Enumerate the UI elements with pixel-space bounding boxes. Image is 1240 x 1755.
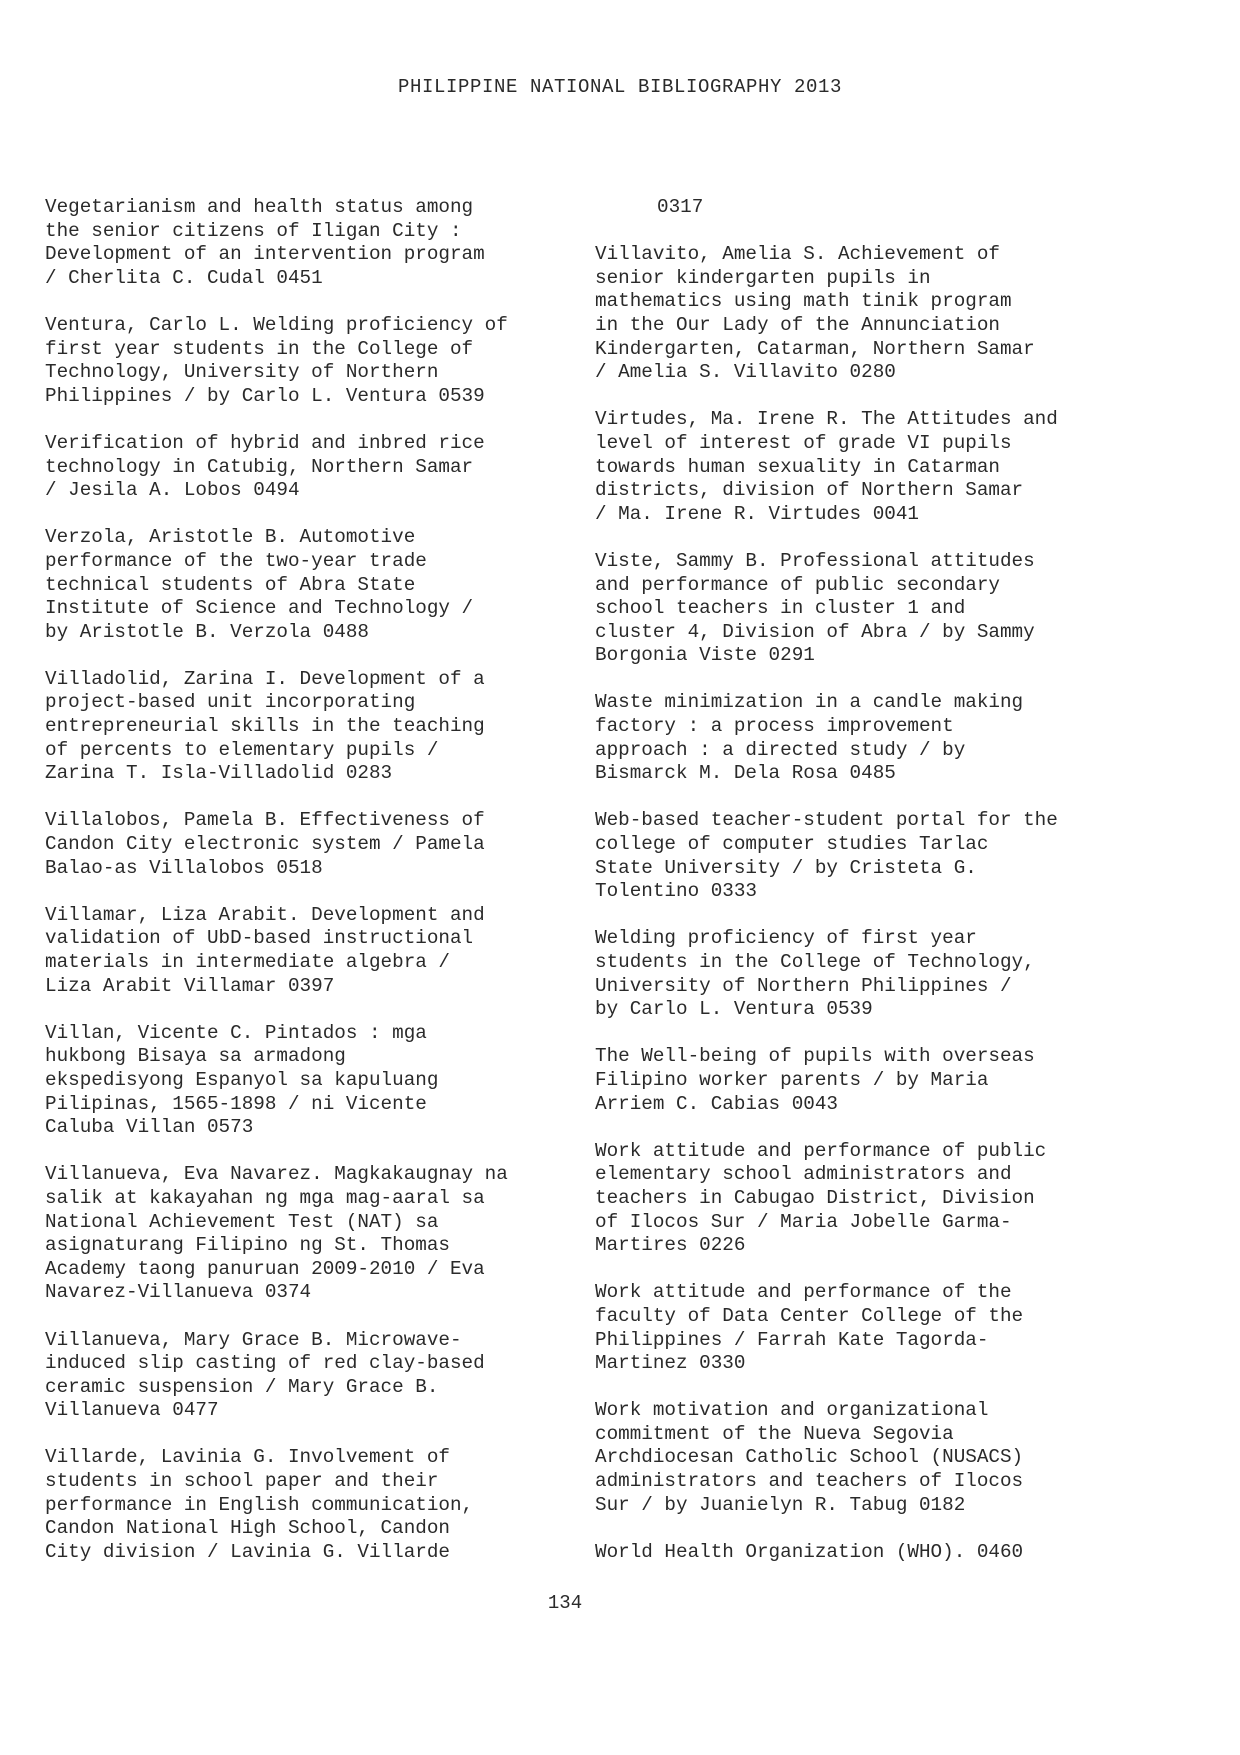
bibliography-entry (45, 809, 565, 880)
entry-line: Web-based teacher-student portal for the (595, 809, 1058, 832)
page-header: PHILIPPINE NATIONAL BIBLIOGRAPHY 2013 (397, 76, 843, 98)
entry-line: Archdiocesan Catholic School (NUSACS) (595, 1446, 1024, 1469)
bibliography-entry (595, 1045, 1115, 1116)
bibliography-entry (595, 927, 1115, 1021)
entry-line: commitment of the Nueva Segovia (595, 1422, 954, 1445)
entry-line: the senior citizens of Iligan City : (45, 219, 462, 242)
entry-line: elementary school administrators and (595, 1163, 1012, 1186)
entry-line: Filipino worker parents / by Maria (595, 1068, 989, 1091)
entry-line: Welding proficiency of first year (595, 927, 977, 950)
entry-line: induced slip casting of red clay-based (45, 1352, 485, 1375)
continued-entry-number: 0317 (657, 196, 704, 218)
bibliography-entry (595, 1140, 1115, 1258)
entry-line: Waste minimization in a candle making (595, 691, 1024, 714)
entry-line: approach : a directed study / by (595, 738, 966, 761)
entry-line: Borgonia Viste 0291 (595, 644, 815, 667)
entry-line: faculty of Data Center College of the (595, 1304, 1024, 1327)
bibliography-entry (45, 904, 565, 998)
entry-line: of Ilocos Sur / Maria Jobelle Garma- (595, 1210, 1012, 1233)
left-column (45, 196, 565, 1588)
entry-line: first year students in the College of (45, 337, 474, 360)
bibliography-entry (45, 432, 565, 503)
entry-line: Liza Arabit Villamar 0397 (45, 974, 335, 997)
entry-line: Villalobos, Pamela B. Effectiveness of (45, 809, 485, 832)
page-number: 134 (547, 1592, 583, 1614)
entry-line: Villanueva, Eva Navarez. Magkakaugnay na (45, 1163, 508, 1186)
entry-line: asignaturang Filipino ng St. Thomas (45, 1234, 450, 1257)
bibliography-entry (595, 408, 1115, 526)
entry-line: Technology, University of Northern (45, 361, 439, 384)
entry-line: Villan, Vicente C. Pintados : mga (45, 1021, 427, 1044)
entry-line: Virtudes, Ma. Irene R. The Attitudes and (595, 408, 1058, 431)
entry-line: ceramic suspension / Mary Grace B. (45, 1375, 439, 1398)
entry-line: Kindergarten, Catarman, Northern Samar (595, 337, 1035, 360)
bibliography-entry (45, 526, 565, 644)
entry-line: Work attitude and performance of public (595, 1139, 1047, 1162)
bibliography-entry (595, 1541, 1115, 1565)
entry-line: factory : a process improvement (595, 715, 954, 738)
entry-line: teachers in Cabugao District, Division (595, 1186, 1035, 1209)
entry-line: Martinez 0330 (595, 1352, 746, 1375)
entry-line: of percents to elementary pupils / (45, 738, 439, 761)
entry-line: Martires 0226 (595, 1234, 746, 1257)
entry-line: State University / by Cristeta G. (595, 856, 977, 879)
bibliography-entry (45, 1446, 565, 1564)
entry-line: Villanueva 0477 (45, 1399, 219, 1422)
entry-line: Caluba Villan 0573 (45, 1116, 254, 1139)
bibliography-entry (45, 1329, 565, 1423)
bibliography-entry (45, 314, 565, 408)
bibliography-entry (595, 1399, 1115, 1517)
entry-line: World Health Organization (WHO). 0460 (595, 1540, 1024, 1563)
bibliography-entry (45, 1163, 565, 1305)
entry-line: Verification of hybrid and inbred rice (45, 431, 485, 454)
entry-line: Arriem C. Cabias 0043 (595, 1092, 838, 1115)
bibliography-entry (595, 243, 1115, 385)
entry-line: Vegetarianism and health status among (45, 196, 474, 218)
entry-line: Villanueva, Mary Grace B. Microwave- (45, 1328, 462, 1351)
entry-line: technology in Catubig, Northern Samar (45, 455, 474, 478)
bibliography-entry (595, 809, 1115, 903)
entry-line: Villarde, Lavinia G. Involvement of (45, 1446, 450, 1469)
entry-line: Balao-as Villalobos 0518 (45, 856, 323, 879)
entry-line: Villamar, Liza Arabit. Development and (45, 903, 485, 926)
entry-line: Work attitude and performance of the (595, 1281, 1012, 1304)
entry-line: Ventura, Carlo L. Welding proficiency of (45, 313, 508, 336)
bibliography-entry (45, 1022, 565, 1140)
bibliography-entry (595, 691, 1115, 785)
entry-line: validation of UbD-based instructional (45, 927, 474, 950)
entry-line: Navarez-Villanueva 0374 (45, 1281, 312, 1304)
entry-line: Work motivation and organizational (595, 1399, 989, 1422)
entry-line: City division / Lavinia G. Villarde (45, 1540, 450, 1563)
entry-line: Candon National High School, Candon (45, 1517, 450, 1540)
entry-line: / Amelia S. Villavito 0280 (595, 361, 896, 384)
entry-line: ekspedisyong Espanyol sa kapuluang (45, 1068, 439, 1091)
entry-line: / Cherlita C. Cudal 0451 (45, 266, 323, 289)
entry-line: Verzola, Aristotle B. Automotive (45, 526, 416, 549)
entry-line: level of interest of grade VI pupils (595, 431, 1012, 454)
entry-line: Villavito, Amelia S. Achievement of (595, 243, 1000, 266)
entry-line: in the Our Lady of the Annunciation (595, 313, 1000, 336)
entry-line: Villadolid, Zarina I. Development of a (45, 667, 485, 690)
entry-line: towards human sexuality in Catarman (595, 455, 1000, 478)
entry-line: performance in English communication, (45, 1493, 474, 1516)
entry-line: Zarina T. Isla-Villadolid 0283 (45, 762, 393, 785)
entry-line: districts, division of Northern Samar (595, 479, 1024, 502)
entry-line: performance of the two-year trade (45, 549, 427, 572)
entry-line: mathematics using math tinik program (595, 290, 1012, 313)
entry-line: Viste, Sammy B. Professional attitudes (595, 549, 1035, 572)
entry-line: entrepreneurial skills in the teaching (45, 715, 485, 738)
entry-line: and performance of public secondary (595, 573, 1000, 596)
right-column (595, 196, 1115, 1588)
entry-line: National Achievement Test (NAT) sa (45, 1210, 439, 1233)
bibliography-entry (595, 550, 1115, 668)
entry-line: Pilipinas, 1565-1898 / ni Vicente (45, 1092, 427, 1115)
entry-line: college of computer studies Tarlac (595, 833, 989, 856)
entry-line: University of Northern Philippines / (595, 974, 1012, 997)
entry-line: Philippines / Farrah Kate Tagorda- (595, 1328, 989, 1351)
entry-line: / Jesila A. Lobos 0494 (45, 479, 300, 502)
entry-line: / Ma. Irene R. Virtudes 0041 (595, 502, 919, 525)
entry-line: Academy taong panuruan 2009-2010 / Eva (45, 1257, 485, 1280)
entry-line: hukbong Bisaya sa armadong (45, 1045, 346, 1068)
entry-line: project-based unit incorporating (45, 691, 416, 714)
entry-line: materials in intermediate algebra / (45, 951, 450, 973)
entry-line: cluster 4, Division of Abra / by Sammy (595, 620, 1035, 643)
entry-line: Sur / by Juanielyn R. Tabug 0182 (595, 1493, 966, 1516)
bibliography-entry (595, 1281, 1115, 1375)
entry-line: students in school paper and their (45, 1470, 439, 1493)
entry-line: administrators and teachers of Ilocos (595, 1470, 1024, 1493)
entry-line: students in the College of Technology, (595, 951, 1035, 973)
entry-line: Candon City electronic system / Pamela (45, 833, 485, 856)
entry-line: Institute of Science and Technology / (45, 597, 474, 620)
bibliography-entry (45, 196, 565, 290)
entry-line: by Carlo L. Ventura 0539 (595, 998, 873, 1021)
entry-line: Tolentino 0333 (595, 880, 757, 903)
entry-line: Development of an intervention program (45, 243, 485, 266)
entry-line: school teachers in cluster 1 and (595, 597, 966, 620)
entry-line: by Aristotle B. Verzola 0488 (45, 620, 369, 643)
entry-line: technical students of Abra State (45, 573, 416, 596)
entry-line: senior kindergarten pupils in (595, 266, 931, 289)
entry-line: The Well-being of pupils with overseas (595, 1045, 1035, 1068)
entry-line: salik at kakayahan ng mga mag-aaral sa (45, 1186, 485, 1209)
entry-line: Philippines / by Carlo L. Ventura 0539 (45, 384, 485, 407)
entry-line: Bismarck M. Dela Rosa 0485 (595, 762, 896, 785)
bibliography-entry (45, 668, 565, 786)
